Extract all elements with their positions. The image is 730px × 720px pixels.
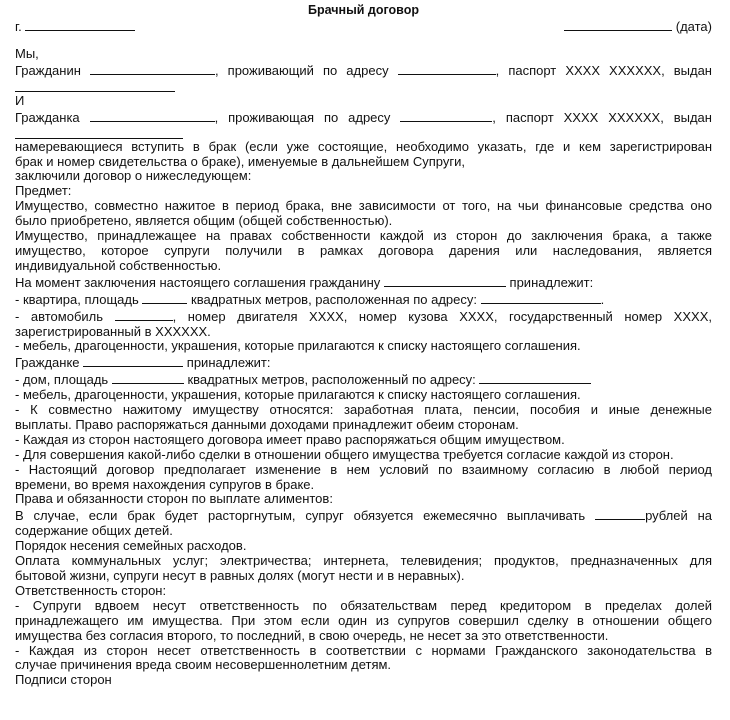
place-line bbox=[15, 18, 135, 35]
contract-body bbox=[15, 47, 712, 688]
and-line: И bbox=[15, 92, 25, 108]
income-line: - К совместно нажитому имуществу относятся: заработная плата, пенсии, пособия и иные денежные bbox=[15, 402, 712, 418]
husband-car-line: зарегистрированный в ХХХХХХ. bbox=[15, 323, 211, 339]
change-line: - Настоящий договор предполагает изменение в нем условий по взаимному согласию в любой период bbox=[15, 461, 712, 477]
citizen-f-issued-blank bbox=[15, 126, 183, 139]
income-line: выплаты. Право распоряжаться данными доходами принадлежит обеим сторонам. bbox=[15, 416, 519, 432]
own-property-line: Имущество, принадлежащее на правах собственности каждой из сторон до заключения брака, а также bbox=[15, 228, 712, 244]
section-subject-heading: Предмет: bbox=[15, 183, 72, 199]
change-line: времени, во время нахождения супругов в браке. bbox=[15, 476, 315, 492]
husband-name-blank bbox=[384, 274, 506, 287]
expenses-line: Оплата коммунальных услуг; электричества; интернета, телевидения; продуктов, предназначенных для bbox=[15, 553, 712, 569]
intro-line: намеревающиеся вступить в брак (если уже состоящие, необходимо указать, где и кем зарегистрирован bbox=[15, 138, 712, 154]
alimony-heading: Права и обязанности сторон по выплате алиментов: bbox=[15, 491, 333, 507]
flat-area-blank bbox=[142, 291, 187, 304]
own-property-line: имущество, которое супруги получили в рамках договора дарения или наследования, является bbox=[15, 242, 712, 258]
wife-jewel-line: - мебель, драгоценности, украшения, которые прилагаются к списку настоящего соглашения. bbox=[15, 387, 581, 403]
citizen-m-issued-blank bbox=[15, 79, 175, 92]
house-area-blank bbox=[112, 371, 184, 384]
citizen-m-address-blank bbox=[398, 62, 496, 75]
joint-property-line: Имущество, совместно нажитое в период брака, вне зависимости от того, на чьи финансовые средства оно bbox=[15, 198, 712, 214]
signatures-label: Подписи сторон bbox=[15, 672, 112, 688]
wife-name-blank bbox=[83, 354, 183, 367]
liability-line: - Супруги вдвоем несут ответственность по обязательствам перед кредитором в пределах долей bbox=[15, 597, 712, 613]
citizen-f-line: Гражданка , проживающая по адресу , паспорт ХХХХ ХХХХХХ, выдан bbox=[15, 109, 712, 125]
citizen-f-label: Гражданка bbox=[15, 109, 80, 125]
citizen-m-name-blank bbox=[90, 62, 215, 75]
place-label: г. bbox=[15, 19, 22, 34]
liability-line: принадлежащего им имущества. При этом если один из супругов совершил сделку в отношении общего bbox=[15, 612, 712, 628]
citizen-m-passport-label: паспорт ХХХХ ХХХХХХ, выдан bbox=[508, 62, 712, 78]
date-line bbox=[564, 18, 712, 35]
car-model-blank bbox=[115, 308, 173, 321]
place-blank bbox=[25, 18, 135, 31]
citizen-f-name-blank bbox=[90, 109, 215, 122]
liability-line: имущества без согласия второго, то последний, в свою очередь, не несет за это ответственности. bbox=[15, 627, 609, 643]
citizen-f-address-blank bbox=[400, 109, 492, 122]
we-line: Мы, bbox=[15, 46, 39, 61]
husband-flat-line: - квартира, площадь квадратных метров, расположенная по адресу: . bbox=[15, 291, 605, 307]
flat-address-blank bbox=[481, 291, 601, 304]
wife-heading: Гражданке принадлежит: bbox=[15, 355, 271, 371]
citizen-m-issued-line bbox=[15, 79, 712, 94]
citizen-f-address-label: проживающая по адресу bbox=[228, 109, 391, 125]
document-title: Брачный договор bbox=[308, 3, 419, 17]
consent-line: - Для совершения какой-либо сделки в отношении общего имущества требуется согласие каждой из сторон. bbox=[15, 446, 674, 462]
liability-heading: Ответственность сторон: bbox=[15, 582, 167, 598]
husband-jewel-line: - мебель, драгоценности, украшения, которые прилагаются к списку настоящего соглашения. bbox=[15, 338, 581, 354]
own-property-line: индивидуальной собственностью. bbox=[15, 257, 222, 273]
husband-heading: На момент заключения настоящего соглашения гражданину принадлежит: bbox=[15, 274, 594, 290]
liability-line: - Каждая из сторон несет ответственность в соответствии с нормами Гражданского законодательства в bbox=[15, 642, 712, 658]
citizen-m-label: Гражданин bbox=[15, 62, 81, 78]
joint-property-line: было приобретено, является общим (общей собственностью). bbox=[15, 213, 393, 229]
right-line: - Каждая из сторон настоящего договора имеет право распоряжаться общим имуществом. bbox=[15, 431, 565, 447]
citizen-m-line: Гражданин , проживающий по адресу , паспорт ХХХХ ХХХХХХ, выдан bbox=[15, 62, 712, 78]
liability-line: случае причинения вреда своим несовершеннолетним детям. bbox=[15, 657, 392, 673]
citizen-m-address-label: проживающий по адресу bbox=[227, 62, 389, 78]
date-blank bbox=[564, 18, 672, 31]
citizen-f-issued-line bbox=[15, 126, 712, 140]
intro-line: заключили договор о нижеследующем: bbox=[15, 168, 252, 184]
house-address-blank bbox=[479, 371, 591, 384]
alimony-amount-blank bbox=[595, 507, 645, 520]
intro-line: брак и номер свидетельства о браке), именуемые в дальнейшем Супруги, bbox=[15, 153, 465, 169]
place-date-row bbox=[15, 18, 712, 35]
expenses-heading: Порядок несения семейных расходов. bbox=[15, 538, 247, 554]
wife-house-line: - дом, площадь квадратных метров, расположенный по адресу: bbox=[15, 371, 712, 388]
expenses-line: бытовой жизни, супруги несут в равных долях (могут нести и в неравных). bbox=[15, 568, 465, 583]
alimony-line: В случае, если брак будет расторгнутым, супруг обязуется ежемесячно выплачивать рублей на bbox=[15, 508, 712, 524]
citizen-f-passport-label: паспорт ХХХХ ХХХХХХ, выдан bbox=[505, 109, 712, 125]
alimony-line: содержание общих детей. bbox=[15, 523, 173, 539]
alimony-amount: рублей на bbox=[595, 508, 712, 523]
husband-car-line: - автомобиль , номер двигателя ХХХХ, номер кузова ХХХХ, государственный номер ХХХХ, bbox=[15, 308, 712, 324]
date-label: (дата) bbox=[675, 19, 712, 34]
